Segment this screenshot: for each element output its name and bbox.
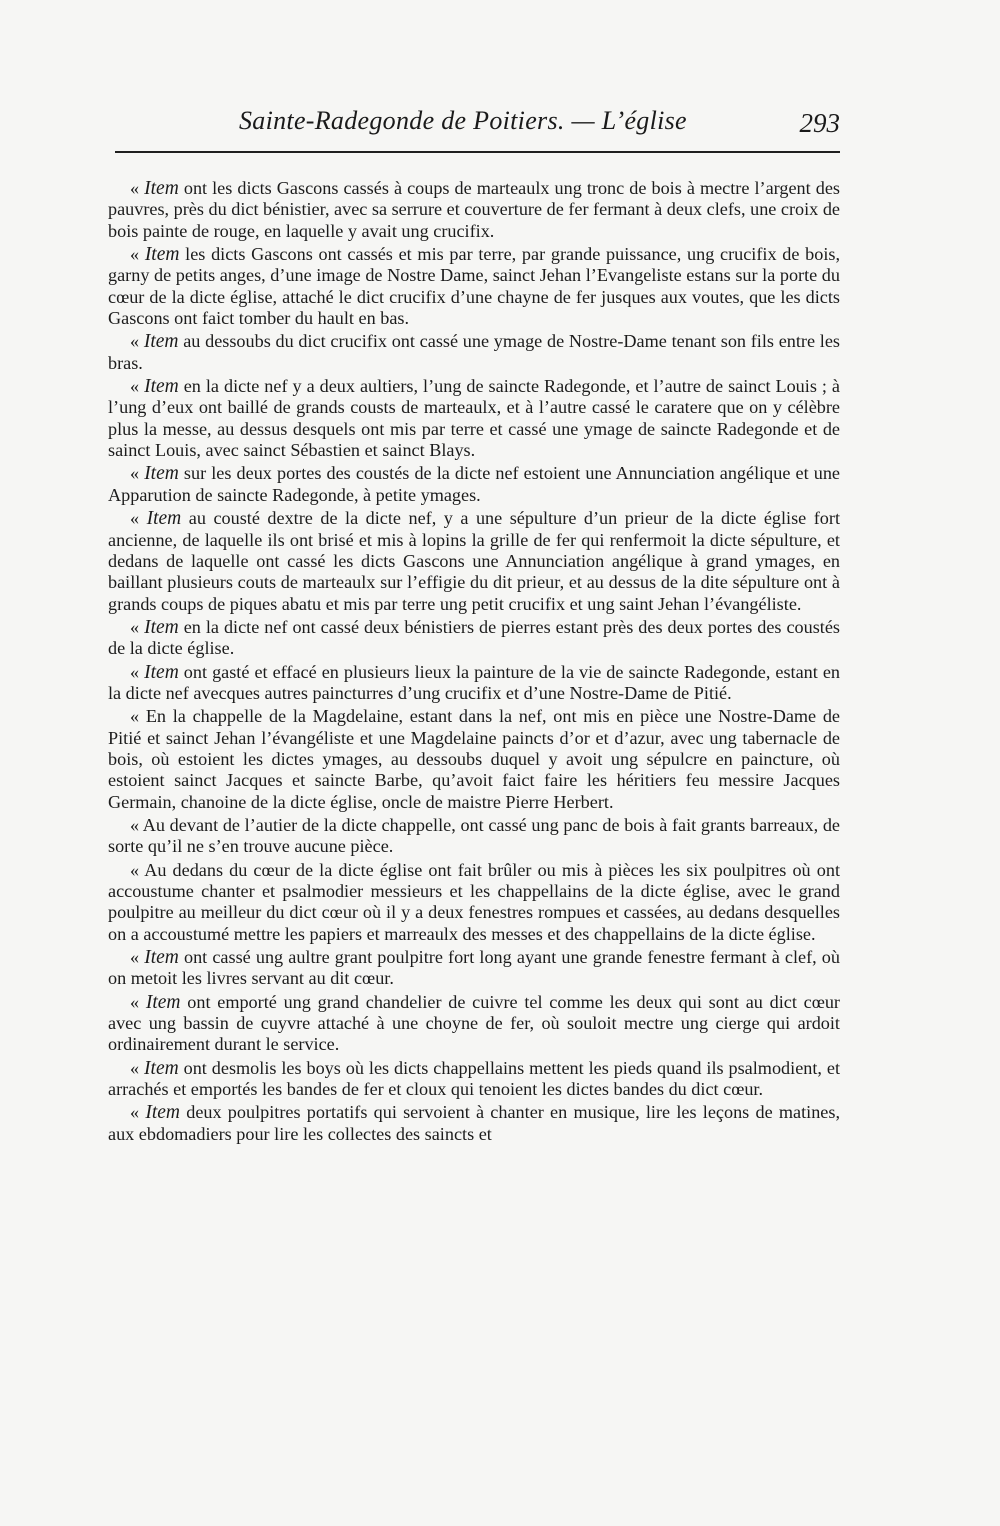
paragraph (108, 178, 840, 242)
item-word: Item (144, 244, 180, 266)
paragraph-text: ont gasté et effacé en plusieurs lieux la painture de la vie de saincte Radegonde, estant en la dicte nef avecques autres paincturres d’ung crucifix et d’une Nostre-Dame de Pitié. (108, 661, 841, 703)
page-header (115, 104, 840, 144)
quote-mark: « (130, 376, 145, 397)
page-number: 293 (799, 108, 840, 138)
paragraph (108, 463, 840, 506)
quote-mark: « (130, 463, 145, 484)
paragraph-text: ont emporté ung grand chandelier de cuivre tel comme les deux qui sont au dict cœur avec ung bassin de cuyvre attaché à une choyne de fer, où souloit mectre ung cierge qui ardoit ordinairement durant le service. (108, 991, 840, 1055)
quote-mark: « (130, 331, 144, 352)
quote-mark: « (130, 1102, 146, 1123)
paragraph (108, 244, 840, 329)
paragraph-text: les dicts Gascons ont cassés et mis par terre, par grande puissance, ung crucifix de bois, garny de petits anges, d’une image de Nostre Dame, sainct Jehan l’Evangeliste estans sur la porte du cœur de la dicte église, attaché le dict crucifix d’une chayne de fer jusques aux voutes, que les dicts Gascons ont faict tomber du hault en bas. (108, 244, 840, 329)
paragraph (108, 860, 840, 945)
item-word: Item (143, 331, 179, 353)
paragraph-text: en la dicte nef ont cassé deux bénistiers de pierres estant près des deux portes des coustés de la dicte église. (108, 616, 841, 659)
quote-mark: « (130, 616, 145, 637)
quote-mark: « (130, 947, 145, 968)
item-word: Item (144, 661, 179, 683)
paragraph (108, 331, 840, 374)
item-word: Item (145, 1102, 180, 1124)
paragraph-text: Au dedans du cœur de la dicte église ont fait brûler ou mis à pièces les six poulpitres où ont accoustume chanter et psalmodier messieurs et les chappellains de la dicte église, avec le grand poulpitre au meilleur du dict cœur où il y a deux fenestres rompues et cassées, au dedans desquelles on a accoustumé mettre les papiers et marreaulx des messes et des chappellains de la dicte église. (108, 859, 840, 944)
paragraph-text: ont desmolis les boys où les dicts chappellains mettent les pieds quand ils psalmodient, et arrachés et emportés les bandes de fer et cloux qui tenoient les dictes bandes du dict cœur. (108, 1057, 841, 1100)
item-word: Item (144, 947, 179, 969)
item-word: Item (144, 178, 179, 199)
item-word: Item (144, 376, 179, 398)
paragraph (108, 992, 840, 1056)
paragraph (108, 947, 840, 990)
quote-mark: « (130, 991, 146, 1012)
paragraph-text: ont les dicts Gascons cassés à coups de marteaulx ung tronc de bois à mectre l’argent des pauvres, près du dict bénistier, avec sa serrure et couverture de fer fermant à deux clefs, une croix de bois painte de rouge, en laquelle y avait ung crucifix. (108, 178, 840, 241)
paragraph (108, 1102, 840, 1145)
quote-mark: « (130, 814, 143, 835)
quote-mark: « (130, 859, 145, 880)
quote-mark: « (130, 508, 147, 529)
paragraph (108, 662, 840, 705)
item-word: Item (144, 1057, 179, 1079)
body-text (108, 178, 840, 1145)
paragraph-text: en la dicte nef y a deux aultiers, l’ung de saincte Radegonde, et l’autre de sainct Louis ; à l’ung d’eux ont baillé de grands cousts de marteaulx, et à l’autre cassé le caratere que on y célèbre plus la messe, au dessus desquels ont mis par terre et cassé une ymage de saincte Radegonde et de sainct Louis, avec sainct Sébastien et sainct Blays. (108, 376, 840, 461)
paragraph-text: En la chappelle de la Magdelaine, estant dans la nef, ont mis en pièce une Nostre-Dame de Pitié et sainct Jehan l’évangéliste et une Magdelaine paincts d’or et d’azur, avec ung tabernacle de bois, où estoient les dictes ymages, au dessoubs duquel y avoit ung sépulcre en paincture, où estoient sainct Jacques et saincte Barbe, qu’avoit faict faire les héritiers feu messire Jacques Germain, chanoine de la dicte église, oncle de maistre Pierre Herbert. (108, 706, 841, 812)
paragraph-text: au cousté dextre de la dicte nef, y a une sépulture d’un prieur de la dicte église fort ancienne, de laquelle ils ont brisé et mis à lopins la grille de fer qui renfermoit la dicte sépulture, et dedans de laquelle ont cassé les dicts Gascons une Annunciation angélique à grand ymages, en baillant plusieurs couts de marteaulx sur l’effigie du dit prieur, et au dessus de la dite sépulture ont à grands coups de piques abatu et mis par terre ung petit crucifix et ung saint Jehan l’évangéliste. (108, 508, 841, 614)
item-word: Item (144, 616, 179, 638)
item-word: Item (146, 508, 182, 530)
item-word: Item (145, 991, 181, 1013)
header-rule (115, 151, 840, 153)
quote-mark: « (130, 661, 145, 682)
paragraph (108, 706, 840, 813)
paragraph (108, 508, 840, 615)
paragraph-text: ont cassé ung aultre grant poulpitre fort long ayant une grande fenestre fermant à clef, où on metoit les livres servant au dit cœur. (108, 947, 840, 989)
paragraph (108, 617, 840, 660)
paragraph (108, 1058, 840, 1101)
paragraph-text: au dessoubs du dict crucifix ont cassé une ymage de Nostre-Dame tenant son fils entre les bras. (108, 331, 840, 373)
paragraph (108, 376, 840, 461)
paragraph-text: Au devant de l’autier de la dicte chappelle, ont cassé ung panc de bois à fait grants barreaux, de sorte qu’il ne s’en trouve aucune pièce. (108, 814, 841, 857)
paragraph (108, 815, 840, 858)
paragraph-text: sur les deux portes des coustés de la dicte nef estoient une Annunciation angélique et une Apparution de saincte Radegonde, à petite ymages. (108, 463, 840, 505)
item-word: Item (144, 463, 179, 485)
quote-mark: « (130, 706, 146, 727)
quote-mark: « (130, 178, 145, 198)
paragraph-text: deux poulpitres portatifs qui servoient à chanter en musique, lire les leçons de matines, aux ebdomadiers pour lire les collectes des saincts et (108, 1102, 840, 1144)
running-title: Sainte-Radegonde de Poitiers. — L’église (239, 106, 687, 135)
quote-mark: « (130, 244, 145, 265)
quote-mark: « (130, 1057, 145, 1078)
